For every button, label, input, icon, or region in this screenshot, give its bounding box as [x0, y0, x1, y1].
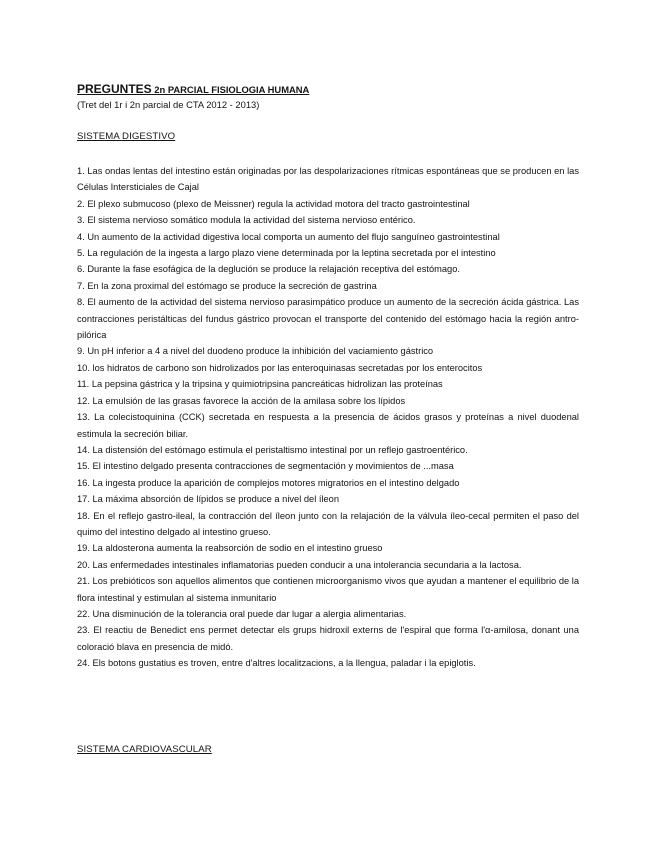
list-item: 3. El sistema nervioso somático modula la actividad del sistema nervioso entérico.	[77, 215, 416, 226]
list-item: 2. El plexo submucoso (plexo de Meissner) regula la actividad motora del tracto gastrointestinal	[77, 198, 470, 209]
list-item: 19. La aldosterona aumenta la reabsorción de sodio en el intestino grueso	[77, 543, 383, 554]
list-item: 5. La regulación de la ingesta a largo plazo viene determinada por la leptina secretada por el intestino	[77, 248, 496, 259]
list-item: 22. Una disminución de la tolerancia oral puede dar lugar a alergia alimentarias.	[77, 608, 407, 619]
list-item: 6. Durante la fase esofágica de la deglución se produce la relajación receptiva del estómago.	[77, 264, 460, 275]
list-item: 15. El intestino delgado presenta contracciones de segmentación y movimientos de ...masa	[77, 461, 454, 472]
list-item: 14. La distensión del estómago estimula el peristaltismo intestinal por un reflejo gastroentérico.	[77, 444, 468, 455]
section-heading-digestivo: SISTEMA DIGESTIVO	[77, 131, 176, 142]
list-item: 8. El aumento de la actividad del sistema nervioso parasimpático produce un aumento de la secreción ácida gástrica. Las contracciones peristálticas del fundus gástrico provocan el transporte del contenido del estómago hacia la región antro-pilórica	[77, 297, 579, 341]
section-heading-cardiovascular: SISTEMA CARDIOVASCULAR	[77, 744, 212, 755]
list-item: 9. Un pH inferior a 4 a nivel del duodeno produce la inhibición del vaciamiento gástrico	[77, 346, 434, 357]
list-item: 17. La máxima absorción de lípidos se produce a nivel del íleon	[77, 494, 340, 505]
list-item: 21. Los prebióticos son aquellos alimentos que contienen microorganismo vivos que ayudan a mantener el equilibrio de la flora intestinal y estimulan al sistema inmunitario	[77, 576, 579, 603]
list-item: 4. Un aumento de la actividad digestiva local comporta un aumento del flujo sanguíneo gastrointestinal	[77, 231, 500, 242]
question-list	[77, 163, 579, 672]
document-subtitle: (Tret del 1r i 2n parcial de CTA 2012 - 2013)	[77, 99, 260, 110]
list-item: 13. La colecistoquinina (CCK) secretada en respuesta a la presencia de ácidos grasos y proteínas a nivel duodenal estimula la secreción biliar.	[77, 412, 579, 439]
list-item: 23. El reactiu de Benedict ens permet detectar els grups hidroxil externs de l'espiral que forma l'α-amilosa, donant una coloració blava en presencia de midó.	[77, 625, 579, 652]
list-item: 10. los hidratos de carbono son hidrolizados por las enteroquinasas secretadas por los enterocitos	[77, 362, 483, 373]
list-item: 16. La ingesta produce la aparición de complejos motores migratorios en el intestino delgado	[77, 477, 460, 488]
list-item: 1. Las ondas lentas del intestino están originadas por las despolarizaciones rítmicas espontáneas que se producen en las Células Intersticiales de Cajal	[77, 166, 579, 193]
list-item: 20. Las enfermedades intestinales inflamatorias pueden conducir a una intolerancia secundaria a la lactosa.	[77, 559, 522, 570]
title-rest: 2n PARCIAL FISIOLOGIA HUMANA	[151, 84, 310, 95]
list-item: 24. Els botons gustatius es troven, entre d'altres localitzacions, a la llengua, paladar i la epiglotis.	[77, 658, 476, 669]
list-item: 12. La emulsión de las grasas favorece la acción de la amilasa sobre los lípidos	[77, 395, 406, 406]
list-item: 7. En la zona proximal del estómago se produce la secreción de gastrina	[77, 280, 377, 291]
list-item: 18. En el reflejo gastro-ileal, la contracción del íleon junto con la relajación de la válvula íleo-cecal permiten el paso del quimo del intestino delgado al intestino grueso.	[77, 510, 579, 537]
list-item: 11. La pepsina gástrica y la tripsina y quimiotripsina pancreáticas hidrolizan las proteínas	[77, 379, 443, 390]
document-title	[77, 80, 309, 98]
title-main: PREGUNTES	[77, 82, 152, 96]
